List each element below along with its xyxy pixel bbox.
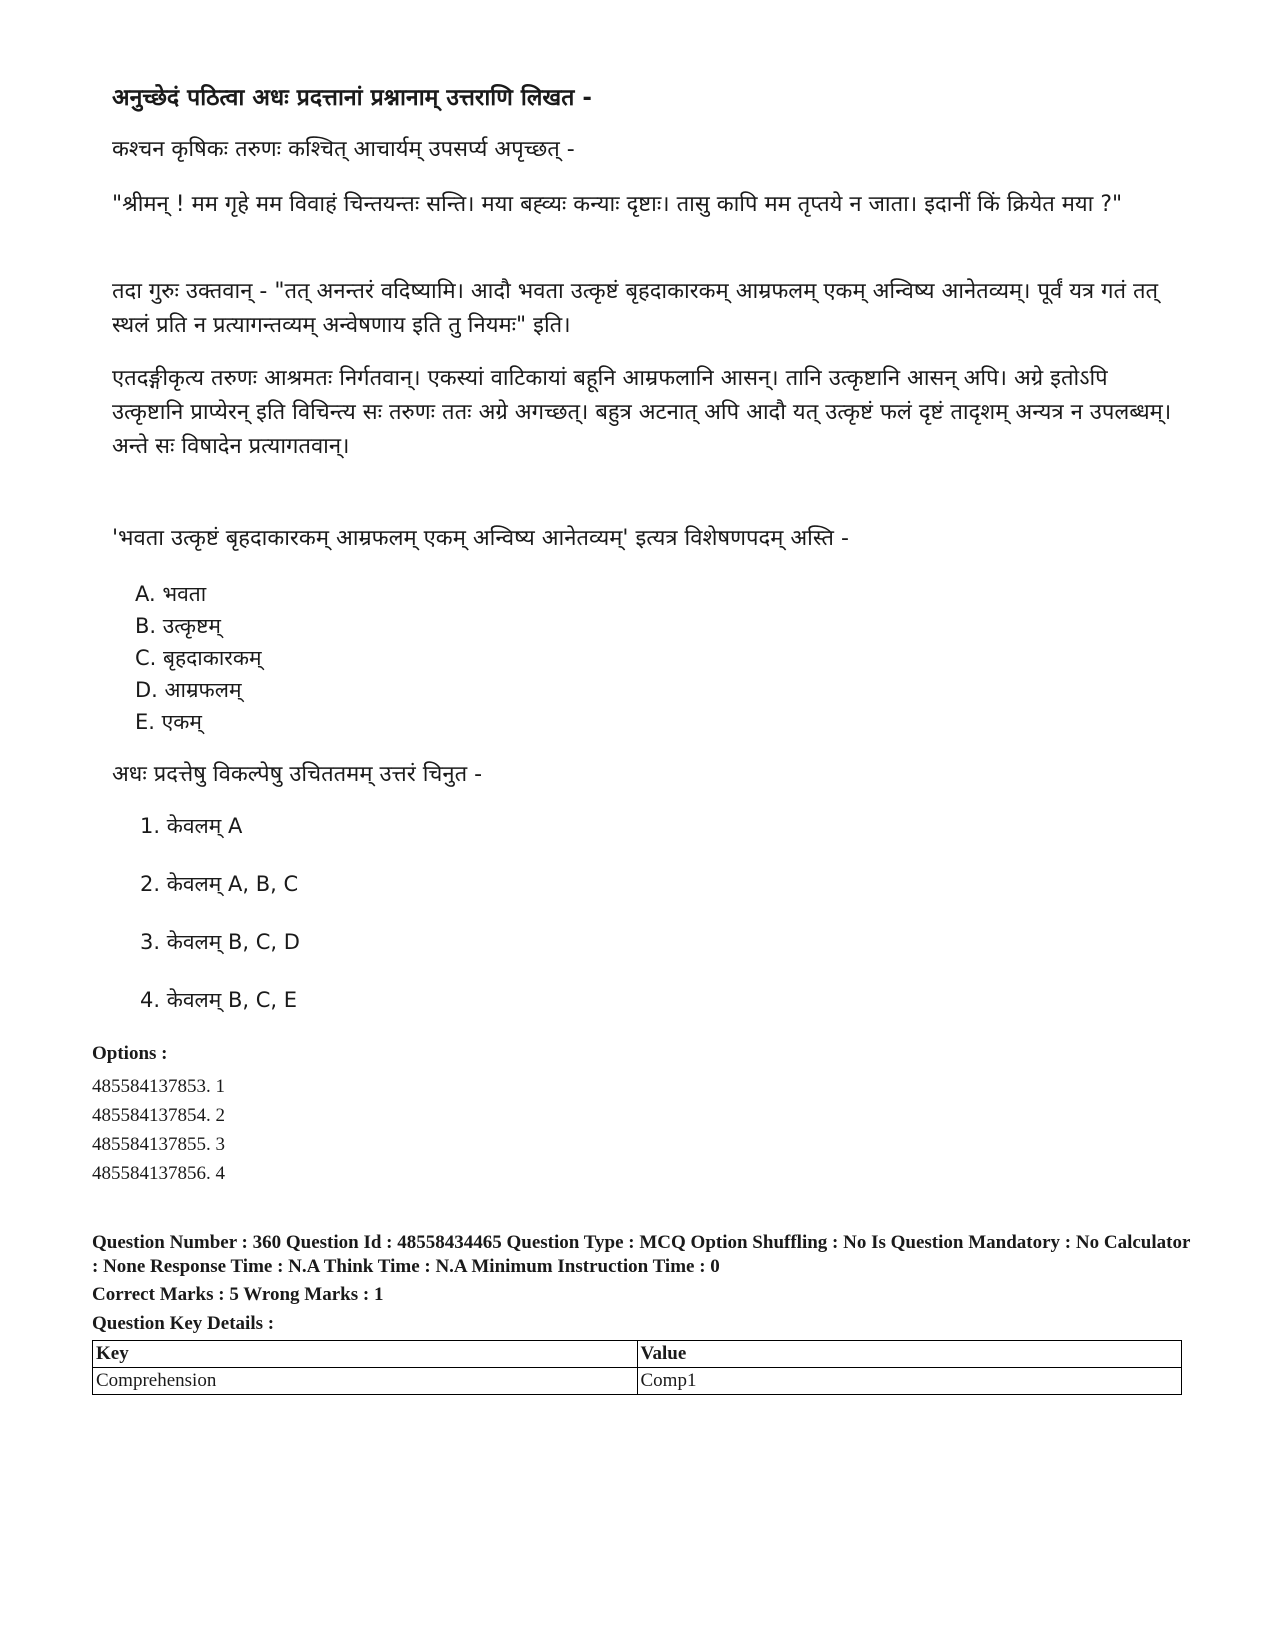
statement-item: E. एकम् <box>135 710 202 734</box>
option-id-item: 485584137856. 4 <box>92 1163 225 1184</box>
passage-paragraph-4: एतदङ्गीकृत्य तरुणः आश्रमतः निर्गतवान्। एकस्यां वाटिकायां बहूनि आम्रफलानि आसन्। तानि उत्कृष्टानि आसन् अपि। अग्रे इतोऽपि उत्कृष्टानि प्राप्येरन् इति विचिन्त्य सः तरुणः ततः अग्रे अगच्छत्। बहुत्र अटनात् अपि आदौ यत् उत्कृष्टं फलं दृष्टं तादृशम् अन्यत्र न उपलब्धम्। अन्ते सः विषादेन प्रत्यागतवान्। <box>112 366 1172 459</box>
question-stem: 'भवता उत्कृष्टं बृहदाकारकम् आम्रफलम् एकम् अन्विष्य आनेतव्यम्' इत्यत्र विशेषणपदम् अस्ति - <box>112 526 849 551</box>
statement-item: D. आम्रफलम् <box>135 678 242 702</box>
key-details-table <box>92 1340 1182 1395</box>
option-id-item: 485584137855. 3 <box>92 1134 225 1155</box>
statement-item: C. बृहदाकारकम् <box>135 646 262 670</box>
table-cell-key: Comprehension <box>93 1368 638 1395</box>
table-header-row <box>93 1341 1182 1368</box>
choice-item: 4. केवलम् B, C, E <box>140 988 298 1012</box>
marks-info: Correct Marks : 5 Wrong Marks : 1 <box>92 1284 384 1305</box>
table-cell-value: Comp1 <box>637 1368 1182 1395</box>
key-details-label: Question Key Details : <box>92 1313 275 1334</box>
question-meta: Question Number : 360 Question Id : 48558434465 Question Type : MCQ Option Shuffling : No Is Question Mandatory : No Calculator : None Response Time : N.A Think Time : N.A Minimum Instruction Time : 0 <box>92 1232 1191 1277</box>
options-label: Options : <box>92 1043 168 1064</box>
option-id-list <box>92 1072 225 1188</box>
statement-item: A. भवता <box>135 582 207 606</box>
passage-paragraph-1: कश्चन कृषिकः तरुणः कश्चित् आचार्यम् उपसर्प्य अपृच्छत् - <box>112 137 575 162</box>
option-id-item: 485584137853. 1 <box>92 1076 225 1097</box>
table-header-key: Key <box>93 1341 638 1368</box>
choice-item: 2. केवलम् A, B, C <box>140 872 299 896</box>
choice-item: 3. केवलम् B, C, D <box>140 930 300 954</box>
choice-list <box>140 812 300 1044</box>
table-header-value: Value <box>637 1341 1182 1368</box>
option-id-item: 485584137854. 2 <box>92 1105 225 1126</box>
question-instruction: अधः प्रदत्तेषु विकल्पेषु उचिततमम् उत्तरं चिनुत - <box>112 762 483 787</box>
passage-paragraph-2: "श्रीमन् ! मम गृहे मम विवाहं चिन्तयन्तः सन्ति। मया बह्व्यः कन्याः दृष्टाः। तासु कापि मम तृप्तये न जाता। इदानीं किं क्रियेत मया ?" <box>112 192 1123 217</box>
passage-paragraph-3: तदा गुरुः उक्तवान् - "तत् अनन्तरं वदिष्यामि। आदौ भवता उत्कृष्टं बृहदाकारकम् आम्रफलम् एकम् अन्विष्य आनेतव्यम्। पूर्वं यत्र गतं तत् स्थलं प्रति न प्रत्यागन्तव्यम् अन्वेषणाय इति तु नियमः" इति। <box>112 279 1159 338</box>
statement-list <box>135 578 262 738</box>
choice-item: 1. केवलम् A <box>140 814 243 838</box>
statement-item: B. उत्कृष्टम् <box>135 614 221 638</box>
passage-heading: अनुच्छेदं पठित्वा अधः प्रदत्तानां प्रश्नानाम् उत्तराणि लिखत - <box>112 85 592 111</box>
table-row <box>93 1368 1182 1395</box>
